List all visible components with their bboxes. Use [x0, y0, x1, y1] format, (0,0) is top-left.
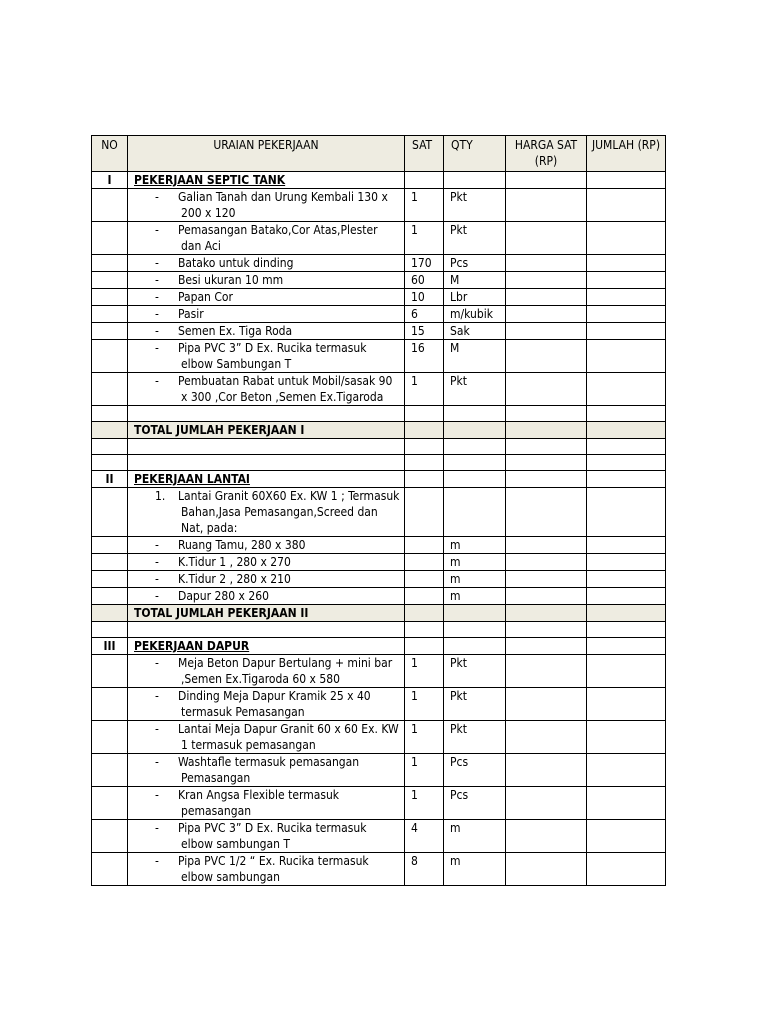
item-harga — [506, 289, 587, 306]
item-harga — [506, 588, 587, 605]
section-title-text: PEKERJAAN LANTAI — [134, 472, 250, 486]
item-marker: - — [155, 290, 159, 304]
item-jumlah — [587, 588, 666, 605]
item-sat — [405, 588, 444, 605]
header-no: NO — [92, 136, 128, 172]
item-harga — [506, 306, 587, 323]
empty-cell — [92, 255, 128, 272]
empty-cell — [92, 622, 128, 638]
item-description — [128, 488, 405, 537]
item-jumlah — [587, 373, 666, 406]
table-row-blank — [92, 406, 666, 422]
empty-cell — [92, 754, 128, 787]
empty-cell — [92, 571, 128, 588]
item-harga — [506, 820, 587, 853]
empty-cell — [444, 605, 506, 622]
empty-cell — [405, 172, 444, 189]
section-title — [128, 172, 405, 189]
item-marker: - — [155, 589, 159, 603]
empty-cell — [444, 622, 506, 638]
item-text: Besi ukuran 10 mm — [178, 273, 284, 287]
item-sat — [405, 571, 444, 588]
empty-cell — [92, 439, 128, 455]
item-text: K.Tidur 2 , 280 x 210 — [178, 572, 291, 586]
item-qty: Sak — [444, 323, 506, 340]
empty-cell — [506, 172, 587, 189]
empty-cell — [92, 340, 128, 373]
empty-cell — [92, 554, 128, 571]
item-marker: - — [155, 854, 159, 868]
item-sat: 8 — [405, 853, 444, 886]
section-title — [128, 471, 405, 488]
item-jumlah — [587, 340, 666, 373]
empty-cell — [92, 306, 128, 323]
item-description — [128, 255, 405, 272]
item-harga — [506, 323, 587, 340]
item-description — [128, 373, 405, 406]
item-jumlah — [587, 554, 666, 571]
item-jumlah — [587, 537, 666, 554]
item-marker: - — [155, 223, 159, 237]
empty-cell — [506, 605, 587, 622]
item-marker: - — [155, 256, 159, 270]
item-marker: - — [155, 689, 159, 703]
item-sat: 1 — [405, 373, 444, 406]
table-row-item — [92, 373, 666, 406]
total-label: TOTAL JUMLAH PEKERJAAN I — [128, 422, 405, 439]
item-qty: Pkt — [444, 373, 506, 406]
item-sat: 1 — [405, 688, 444, 721]
empty-cell — [128, 622, 405, 638]
empty-cell — [587, 638, 666, 655]
empty-cell — [92, 222, 128, 255]
item-marker: - — [155, 324, 159, 338]
empty-cell — [128, 439, 405, 455]
item-harga — [506, 571, 587, 588]
item-jumlah — [587, 323, 666, 340]
empty-cell — [128, 455, 405, 471]
item-text: Pasir — [178, 307, 204, 321]
empty-cell — [444, 471, 506, 488]
empty-cell — [405, 406, 444, 422]
section-title-text: PEKERJAAN SEPTIC TANK — [134, 173, 286, 187]
item-harga — [506, 754, 587, 787]
section-title — [128, 638, 405, 655]
item-text: Pemasangan Batako,Cor Atas,Plester dan Aci — [178, 223, 378, 253]
item-marker: 1. — [155, 489, 166, 503]
item-description — [128, 655, 405, 688]
item-qty: Pkt — [444, 189, 506, 222]
item-marker: - — [155, 341, 159, 355]
item-jumlah — [587, 853, 666, 886]
item-jumlah — [587, 688, 666, 721]
table-row-item — [92, 820, 666, 853]
item-qty: Pcs — [444, 255, 506, 272]
table-row-item — [92, 323, 666, 340]
table-row-item — [92, 571, 666, 588]
table-row-total — [92, 605, 666, 622]
empty-cell — [92, 289, 128, 306]
item-jumlah — [587, 787, 666, 820]
item-qty: m — [444, 853, 506, 886]
item-qty: m/kubik — [444, 306, 506, 323]
empty-cell — [506, 638, 587, 655]
empty-cell — [587, 422, 666, 439]
empty-cell — [92, 721, 128, 754]
empty-cell — [92, 820, 128, 853]
empty-cell — [405, 422, 444, 439]
item-sat: 1 — [405, 721, 444, 754]
item-harga — [506, 222, 587, 255]
item-qty: Pcs — [444, 787, 506, 820]
empty-cell — [92, 853, 128, 886]
item-marker: - — [155, 190, 159, 204]
empty-cell — [587, 439, 666, 455]
item-text: Pembuatan Rabat untuk Mobil/sasak 90 x 300 ,Cor Beton ,Semen Ex.Tigaroda — [178, 374, 393, 404]
item-description — [128, 222, 405, 255]
table-row-item — [92, 272, 666, 289]
empty-cell — [92, 323, 128, 340]
empty-cell — [405, 638, 444, 655]
item-marker: - — [155, 273, 159, 287]
item-jumlah — [587, 721, 666, 754]
item-jumlah — [587, 571, 666, 588]
item-text: Papan Cor — [178, 290, 233, 304]
item-text: Kran Angsa Flexible termasuk pemasangan — [178, 788, 340, 818]
empty-cell — [444, 455, 506, 471]
item-sat — [405, 537, 444, 554]
table-row-item — [92, 688, 666, 721]
item-sat: 10 — [405, 289, 444, 306]
item-description — [128, 189, 405, 222]
item-sat: 16 — [405, 340, 444, 373]
item-harga — [506, 488, 587, 537]
total-label: TOTAL JUMLAH PEKERJAAN II — [128, 605, 405, 622]
item-text: Ruang Tamu, 280 x 380 — [178, 538, 306, 552]
item-qty: m — [444, 554, 506, 571]
table-row-item — [92, 488, 666, 537]
item-marker: - — [155, 788, 159, 802]
table-row-item — [92, 588, 666, 605]
item-jumlah — [587, 189, 666, 222]
item-text: Batako untuk dinding — [178, 256, 294, 270]
item-qty: Lbr — [444, 289, 506, 306]
item-text: Lantai Meja Dapur Granit 60 x 60 Ex. KW 1 termasuk pemasangan — [178, 722, 399, 752]
table-row-total — [92, 422, 666, 439]
item-text: Meja Beton Dapur Bertulang + mini bar ,Semen Ex.Tigaroda 60 x 580 — [178, 656, 393, 686]
item-harga — [506, 272, 587, 289]
item-description — [128, 571, 405, 588]
table-row-item — [92, 189, 666, 222]
item-description — [128, 340, 405, 373]
item-description — [128, 787, 405, 820]
item-sat: 1 — [405, 655, 444, 688]
empty-cell — [92, 488, 128, 537]
empty-cell — [506, 422, 587, 439]
empty-cell — [92, 688, 128, 721]
item-sat: 1 — [405, 189, 444, 222]
item-harga — [506, 655, 587, 688]
item-marker: - — [155, 656, 159, 670]
item-sat — [405, 488, 444, 537]
empty-cell — [92, 272, 128, 289]
item-sat: 15 — [405, 323, 444, 340]
work-estimate-table — [91, 135, 666, 886]
table-row-item — [92, 554, 666, 571]
header-row — [92, 136, 666, 172]
section-title-text: PEKERJAAN DAPUR — [134, 639, 250, 653]
item-harga — [506, 853, 587, 886]
empty-cell — [587, 471, 666, 488]
header-jumlah: JUMLAH (RP) — [587, 136, 666, 172]
item-description — [128, 272, 405, 289]
item-description — [128, 754, 405, 787]
table-row-item — [92, 787, 666, 820]
item-text: K.Tidur 1 , 280 x 270 — [178, 555, 291, 569]
item-sat: 60 — [405, 272, 444, 289]
empty-cell — [92, 588, 128, 605]
table-row-item — [92, 222, 666, 255]
item-text: Dapur 280 x 260 — [178, 589, 269, 603]
item-marker: - — [155, 374, 159, 388]
item-jumlah — [587, 289, 666, 306]
table-row-item — [92, 754, 666, 787]
item-marker: - — [155, 555, 159, 569]
item-jumlah — [587, 754, 666, 787]
item-jumlah — [587, 306, 666, 323]
item-sat: 4 — [405, 820, 444, 853]
table-row-item — [92, 306, 666, 323]
header-qty: QTY — [444, 136, 506, 172]
item-description — [128, 306, 405, 323]
table-row-blank — [92, 622, 666, 638]
item-jumlah — [587, 488, 666, 537]
item-marker: - — [155, 821, 159, 835]
item-qty: m — [444, 537, 506, 554]
item-sat — [405, 554, 444, 571]
item-description — [128, 289, 405, 306]
item-harga — [506, 787, 587, 820]
empty-cell — [587, 406, 666, 422]
item-sat: 170 — [405, 255, 444, 272]
item-text: Pipa PVC 1/2 “ Ex. Rucika termasuk elbow sambungan — [178, 854, 369, 884]
item-description — [128, 688, 405, 721]
empty-cell — [92, 189, 128, 222]
table-row-item — [92, 289, 666, 306]
header-uraian: URAIAN PEKERJAAN — [128, 136, 405, 172]
empty-cell — [405, 605, 444, 622]
table-row-item — [92, 340, 666, 373]
empty-cell — [405, 439, 444, 455]
item-qty: Pkt — [444, 655, 506, 688]
item-text: Lantai Granit 60X60 Ex. KW 1 ; Termasuk Bahan,Jasa Pemasangan,Screed dan Nat, pada: — [178, 489, 400, 535]
empty-cell — [92, 406, 128, 422]
header-harga: HARGA SAT (RP) — [506, 136, 587, 172]
item-text: Pipa PVC 3” D Ex. Rucika termasuk elbow sambungan T — [178, 821, 367, 851]
empty-cell — [506, 471, 587, 488]
item-marker: - — [155, 538, 159, 552]
item-sat: 1 — [405, 787, 444, 820]
empty-cell — [92, 787, 128, 820]
item-marker: - — [155, 572, 159, 586]
empty-cell — [506, 439, 587, 455]
header-sat: SAT — [405, 136, 444, 172]
empty-cell — [506, 406, 587, 422]
item-qty: M — [444, 340, 506, 373]
item-harga — [506, 721, 587, 754]
item-sat: 1 — [405, 754, 444, 787]
item-harga — [506, 554, 587, 571]
table-body — [92, 172, 666, 886]
item-description — [128, 537, 405, 554]
item-jumlah — [587, 255, 666, 272]
empty-cell — [92, 605, 128, 622]
item-harga — [506, 537, 587, 554]
table-row-section — [92, 638, 666, 655]
section-number: II — [92, 471, 128, 488]
section-number: III — [92, 638, 128, 655]
item-qty: Pkt — [444, 222, 506, 255]
item-marker: - — [155, 755, 159, 769]
item-jumlah — [587, 222, 666, 255]
empty-cell — [92, 455, 128, 471]
item-harga — [506, 255, 587, 272]
empty-cell — [587, 605, 666, 622]
item-marker: - — [155, 307, 159, 321]
item-jumlah — [587, 655, 666, 688]
item-qty — [444, 488, 506, 537]
item-jumlah — [587, 820, 666, 853]
item-harga — [506, 373, 587, 406]
item-harga — [506, 340, 587, 373]
empty-cell — [92, 655, 128, 688]
item-qty: m — [444, 571, 506, 588]
item-text: Washtafle termasuk pemasangan Pemasangan — [178, 755, 360, 785]
empty-cell — [506, 622, 587, 638]
empty-cell — [405, 455, 444, 471]
item-sat: 1 — [405, 222, 444, 255]
item-description — [128, 820, 405, 853]
empty-cell — [444, 638, 506, 655]
table-row-item — [92, 721, 666, 754]
table-row-item — [92, 255, 666, 272]
item-description — [128, 588, 405, 605]
table-row-blank — [92, 455, 666, 471]
item-jumlah — [587, 272, 666, 289]
empty-cell — [405, 622, 444, 638]
table-row-item — [92, 537, 666, 554]
empty-cell — [587, 455, 666, 471]
table-row-item — [92, 655, 666, 688]
section-number: I — [92, 172, 128, 189]
table-row-item — [92, 853, 666, 886]
item-text: Pipa PVC 3” D Ex. Rucika termasuk elbow Sambungan T — [178, 341, 367, 371]
item-qty: M — [444, 272, 506, 289]
table-row-section — [92, 471, 666, 488]
item-text: Dinding Meja Dapur Kramik 25 x 40 termasuk Pemasangan — [178, 689, 371, 719]
empty-cell — [444, 439, 506, 455]
item-description — [128, 554, 405, 571]
empty-cell — [444, 422, 506, 439]
empty-cell — [92, 537, 128, 554]
item-sat: 6 — [405, 306, 444, 323]
empty-cell — [444, 172, 506, 189]
empty-cell — [506, 455, 587, 471]
table-row-section — [92, 172, 666, 189]
item-qty: Pcs — [444, 754, 506, 787]
item-marker: - — [155, 722, 159, 736]
empty-cell — [587, 622, 666, 638]
table-row-blank — [92, 439, 666, 455]
item-text: Galian Tanah dan Urung Kembali 130 x 200 x 120 — [178, 190, 388, 220]
item-qty: m — [444, 820, 506, 853]
empty-cell — [405, 471, 444, 488]
item-description — [128, 721, 405, 754]
empty-cell — [587, 172, 666, 189]
empty-cell — [92, 422, 128, 439]
empty-cell — [128, 406, 405, 422]
item-qty: Pkt — [444, 721, 506, 754]
item-qty: m — [444, 588, 506, 605]
item-text: Semen Ex. Tiga Roda — [178, 324, 293, 338]
item-description — [128, 853, 405, 886]
item-harga — [506, 189, 587, 222]
item-qty: Pkt — [444, 688, 506, 721]
item-description — [128, 323, 405, 340]
empty-cell — [444, 406, 506, 422]
empty-cell — [92, 373, 128, 406]
item-harga — [506, 688, 587, 721]
